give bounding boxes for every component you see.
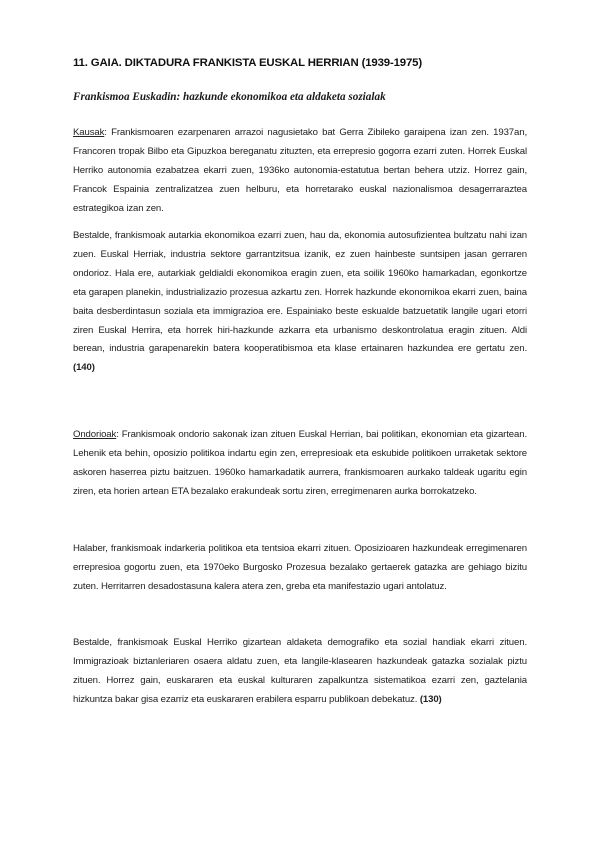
page-title: 11. GAIA. DIKTADURA FRANKISTA EUSKAL HERRIAN (1939-1975) xyxy=(73,57,422,69)
paragraph-kausak xyxy=(73,124,527,219)
word-count-ref-130: (130) xyxy=(419,693,442,705)
paragraph-ondorioak-text: : Frankismoak ondorio sakonak izan zituen Euskal Herrian, bai politikan, ekonomian eta gizartean. Lehenik eta behin, oposizio politikoa indartu egin zen, errepresioak eta eskubide politikoen urraketak sektore askoren haserrea piztu baitzuen. 1960ko hamarkadatik aurrera, frankismoaren aurkako taldeak ugaritu egin ziren, eta horien artean ETA bezalako erakundeak sortu ziren, erregimenaren aurka borrokatzeko. xyxy=(73,429,527,497)
paragraph-bestalde-economy-text: Bestalde, frankismoak autarkia ekonomikoa ezarri zuen, hau da, ekonomia autosufizientea bultzatu nahi izan zuen. Euskal Herriak, industria sektore garrantzitsua izanik, ez zuen hainbeste suntsipen jasan gerraren ondorioz. Hala ere, autarkiak geldialdi ekonomikoa eragin zuen, eta soilik 1960ko hamarkadan, egonkortze eta garapen planekin, industrializazio prozesua azkartu zen. Horrek hazkunde ekonomikoa ekarri zuen, baina baita desberdintasun soziala eta immigrazioa ere. Espainiako beste eskualde batzuetatik langile ugari etorri ziren Euskal Herrira, eta horrek hiri-hazkunde azkarra eta urbanismo deskontrolatua eragin zituen. Aldi berean, industria garapenarekin batera kooperatibismoa eta klase ertainaren hazkundea ere gertatu zen. xyxy=(73,230,527,355)
paragraph-halaber xyxy=(73,540,527,597)
paragraph-kausak-text: : Frankismoaren ezarpenaren arrazoi nagusietako bat Gerra Zibileko garaipena izan zen. 1937an, Francoren tropak Bilbo eta Gipuzkoa bereganatu zituzten, eta errepresio gogorra ezarri zuten. Horrek Euskal Herriko autonomia ezabatzea ekarri zuen, 1936ko autonomia-estatutua bertan behera utziz. Horrez gain, Francok Espainia zentralizatzea zuen helburu, eta horretarako euskal nazionalismoa desagerraraztea estrategikoa izan zen. xyxy=(73,127,527,214)
paragraph-bestalde-society-text: Bestalde, frankismoak Euskal Herriko gizartean aldaketa demografiko eta sozial handiak ekarri zituen. Immigrazioak biztanleriaren osaera aldatu zuen, eta langile-klasearen hazkundeak gatazka sozialak piztu zituen. Horrez gain, euskararen eta euskal kulturaren zapalkuntza sistematikoa ezarri zen, gaztelania hizkuntza bakar gisa ezarriz eta euskararen erabilera esparru publikoan debekatuz. xyxy=(73,637,527,705)
page-subtitle: Frankismoa Euskadin: hazkunde ekonomikoa eta aldaketa sozialak xyxy=(73,91,386,103)
word-count-ref-140: (140) xyxy=(73,362,95,374)
paragraph-halaber-text: Halaber, frankismoak indarkeria politikoa eta tentsioa ekarri zituen. Oposizioaren hazkundeak erregimenaren errepresioa gogortu zuen, eta 1970eko Burgosko Prozesua bezalako gertaerek gatazka are gehiago bizitu zuten. Herritarren desadostasuna kalera atera zen, greba eta manifestazio ugari antolatuz. xyxy=(73,543,527,592)
paragraph-bestalde-economy xyxy=(73,227,527,378)
section-label-kausak: Kausak xyxy=(73,127,105,138)
section-label-ondorioak: Ondorioak xyxy=(73,429,117,440)
paragraph-ondorioak xyxy=(73,426,527,502)
paragraph-bestalde-society xyxy=(73,634,527,710)
